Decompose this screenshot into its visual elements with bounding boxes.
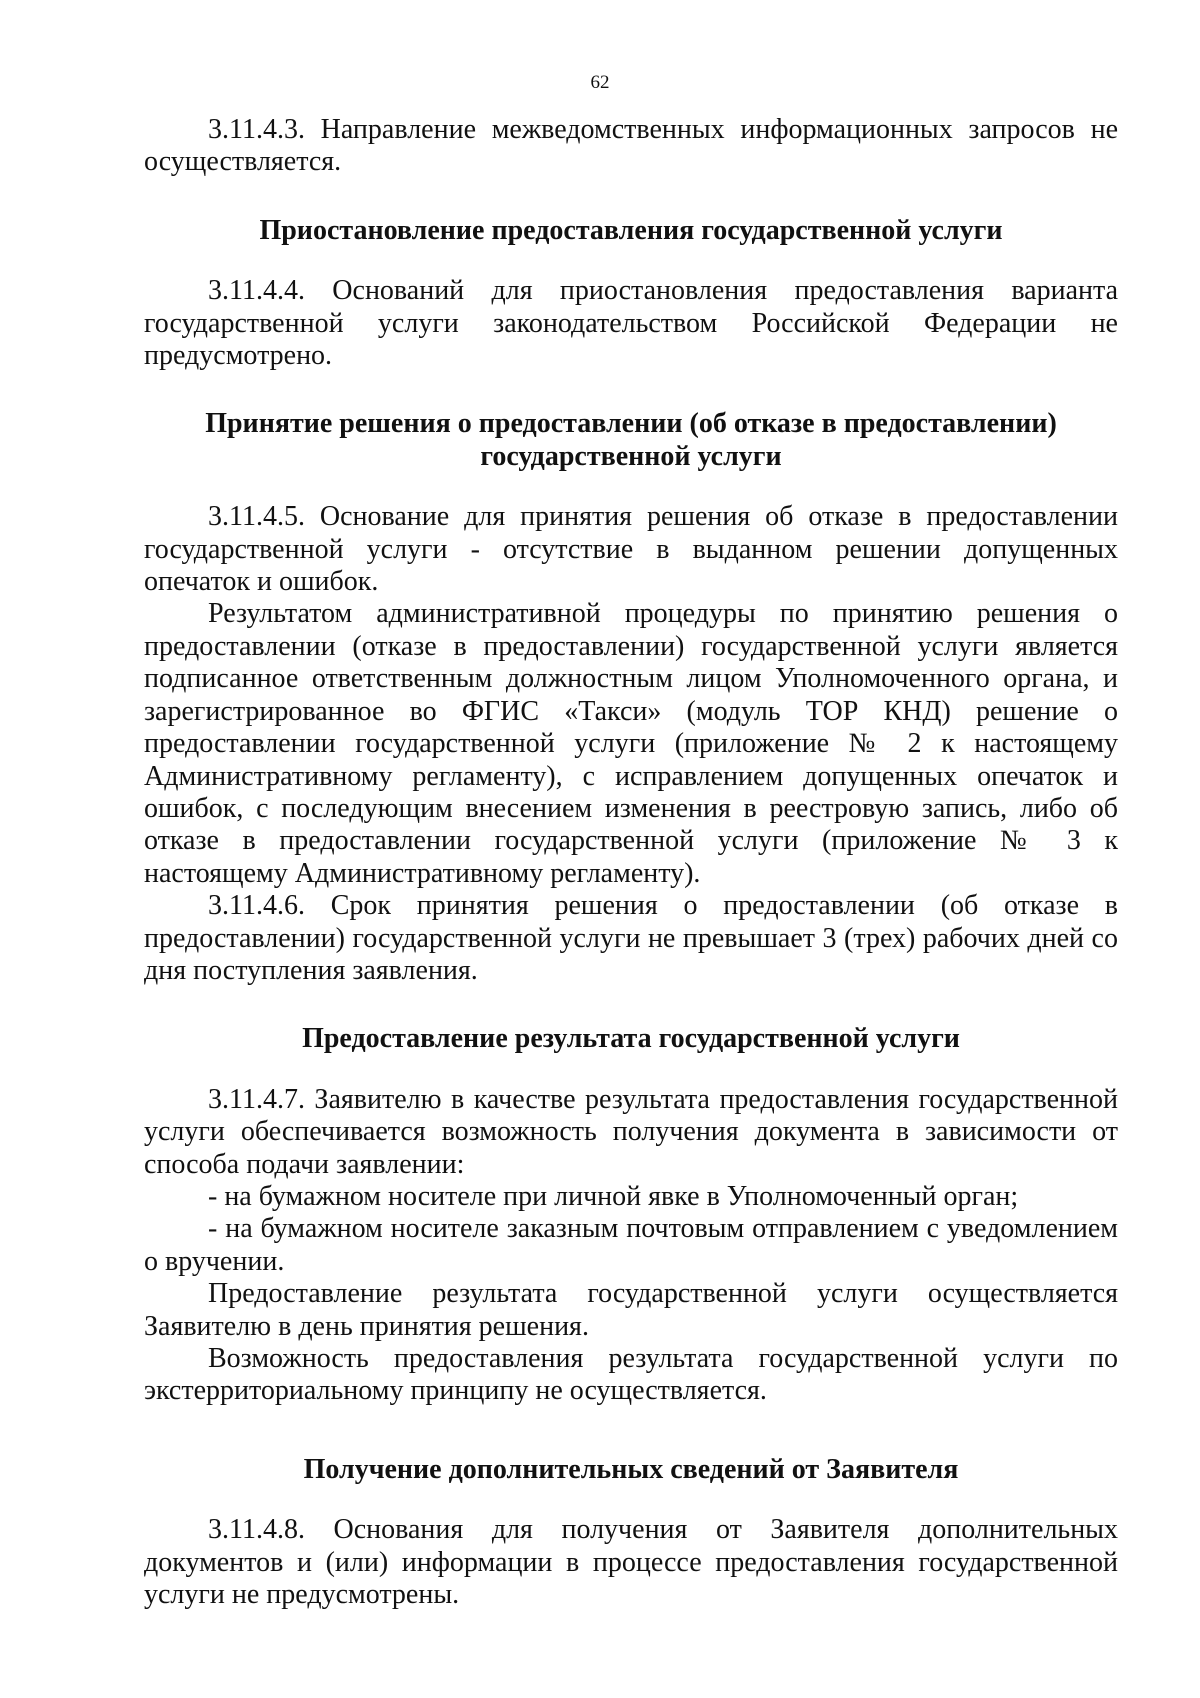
heading-suspension: Приостановление предоставления государственной услуги [259, 214, 1003, 246]
list-item-mail: - на бумажном носителе заказным почтовым отправлением с уведомлением о вручении. [144, 1213, 1118, 1277]
paragraph-3-11-4-4: 3.11.4.4. Оснований для приостановления предоставления варианта государственной услуги законодательством Российской Федерации не предусмотрено. [144, 275, 1118, 372]
page-number: 62 [590, 72, 610, 93]
heading-decision [144, 408, 1118, 473]
paragraph-3-11-4-8: 3.11.4.8. Основания для получения от Заявителя дополнительных документов и (или) информации в процессе предоставления государственной услуги не предусмотрены. [144, 1514, 1118, 1611]
paragraph-3-11-4-3: 3.11.4.3. Направление межведомственных информационных запросов не осуществляется. [144, 114, 1118, 178]
paragraph-3-11-4-5: 3.11.4.5. Основание для принятия решения об отказе в предоставлении государственной услуги - отсутствие в выданном решении допущенных опечаток и ошибок. [144, 501, 1118, 598]
paragraph-3-11-4-6: 3.11.4.6. Срок принятия решения о предоставлении (об отказе в предоставлении) государственной услуги не превышает 3 (трех) рабочих дней со дня поступления заявления. [144, 890, 1118, 986]
heading-decision-line-2: государственной услуги [480, 440, 782, 472]
heading-additional-info: Получение дополнительных сведений от Заявителя [303, 1453, 959, 1485]
paragraph-result: Результатом административной процедуры по принятию решения о предоставлении (отказе в предоставлении) государственной услуги является подписанное ответственным должностным лицом Уполномоченного органа, и зарегистрированное во ФГИС «Такси» (модуль ТОР КНД) решение о предоставлении государственной услуги (приложение № 2 к настоящему Административному регламенту), с исправлением допущенных опечаток и ошибок, с последующим внесением изменения в реестровую запись, либо об отказе в предоставлении государственной услуги (приложение № 3 к настоящему Административному регламенту). [144, 598, 1118, 889]
paragraph-result-day: Предоставление результата государственной услуги осуществляется Заявителю в день принятия решения. [144, 1278, 1118, 1342]
paragraph-3-11-4-7: 3.11.4.7. Заявителю в качестве результата предоставления государственной услуги обеспечивается возможность получения документа в зависимости от способа подачи заявлении: [144, 1083, 1118, 1180]
paragraph-extraterritorial: Возможность предоставления результата государственной услуги по экстерриториальному принципу не осуществляется. [144, 1343, 1118, 1407]
document-body [144, 114, 1118, 1611]
list-item-personal: - на бумажном носителе при личной явке в Уполномоченный орган; [208, 1180, 1019, 1212]
heading-result-provision: Предоставление результата государственной услуги [302, 1023, 960, 1055]
heading-decision-line-1: Принятие решения о предоставлении (об отказе в предоставлении) [205, 408, 1057, 440]
